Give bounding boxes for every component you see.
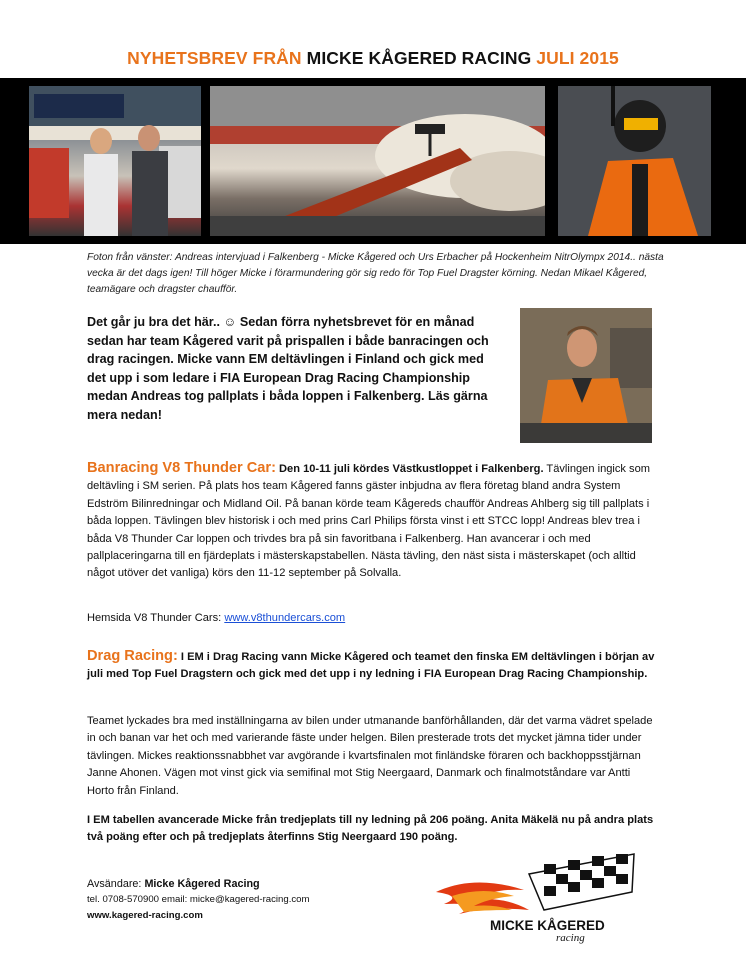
flame-icon (436, 882, 529, 914)
title-date: JULI 2015 (536, 48, 619, 68)
sender-label: Avsändare: (87, 878, 142, 890)
portrait-photo (520, 308, 652, 443)
title-prefix: NYHETSBREV FRÅN (127, 48, 302, 68)
banracing-heading: Banracing V8 Thunder Car: (87, 460, 276, 476)
banracing-section (87, 460, 659, 583)
dragster-photo (210, 86, 545, 236)
driver-photo (558, 86, 711, 236)
sender-block (87, 877, 310, 923)
v8thundercars-link[interactable]: www.v8thundercars.com (224, 612, 346, 624)
drag-racing-heading: Drag Racing: (87, 648, 178, 664)
drag-racing-section (87, 648, 659, 684)
standings-paragraph: I EM tabellen avancerade Micke från tredjeplats till ny ledning på 206 poäng. Anita Mäkelä nu på andra plats två poäng efter och på tredjeplats återfinns Stig Neergaard 190 poäng. (87, 814, 654, 844)
sender-website: www.kagered-racing.com (87, 909, 203, 921)
drag-racing-lead: I EM i Drag Racing vann Micke Kågered och teamet den finska EM deltävlingen i början av juli med Top Fuel Dragstern och gick med det upp i ny ledning i FIA European Drag Racing Championship. (87, 651, 655, 681)
drag-racing-paragraph: Teamet lyckades bra med inställningarna av bilen under utmanande banförhållanden, där det varma vädret spelade in och banan var het och med varierande fäste under helgen. Bilen presterade trots det mycket jämna tider under tävlingen. Mickes reaktionssnabbhet var avgörande i kvartsfinalen mot finländske föraren och backhoppsstjärnan Janne Ahonen. Vägen mot vinst gick via semifinal mot Stig Neergaard, Danmark och finalmotståndare var Antti Horto från Finland. (87, 715, 653, 797)
sender-contact: tel. 0708-570900 email: micke@kagered-racing.com (87, 894, 310, 906)
photo-caption: Foton från vänster: Andreas intervjuad i Falkenberg - Micke Kågered och Urs Erbacher på Hockenheim NitrOlympx 2014.. nästa vecka är det dags igen! Till höger Micke i förarmundering gör sig redo för Top Fuel Dragster körning. Nedan Mikael Kågered, teamägare och dragster chaufför. (87, 252, 664, 295)
banracing-lead: Den 10-11 juli kördes Västkustloppet i Falkenberg. (279, 463, 544, 475)
website-label: Hemsida V8 Thunder Cars: (87, 612, 222, 624)
sender-line (87, 877, 310, 892)
banracing-text: Tävlingen ingick som deltävling i SM serien. På plats hos team Kågered fanns gäster inbjudna av flera företag bland andra System Edström Bilinredningar och Midland Oil. På banan körde team Kågereds chaufför Andreas Ahlberg sig till pallplats i båda loppen. Tävlingen blev historisk i och med prins Carl Philips första vinst i ett STCC lopp! Andreas blev trea i båda V8 Thunder Car loppen och trivdes bra på sin favoritbana i Falkenberg. Han avancerar i och med pallplaceringarna till en fjärdeplats i mästerskapstabellen. Nästa tävling, den näst sista i mästerskapet (och alltid något utöver det vanliga) körs den 11-12 september på Solvalla. (87, 463, 651, 580)
website-line (87, 612, 345, 624)
newsletter-title (0, 48, 746, 69)
checkered-flag-icon (529, 854, 634, 910)
sender-name: Micke Kågered Racing (144, 878, 260, 890)
logo-text: MICKE KÅGERED (490, 918, 605, 933)
micke-kagered-racing-logo (434, 852, 639, 944)
interview-photo (29, 86, 201, 236)
photo-strip (0, 78, 746, 244)
logo-subtext: racing (556, 932, 585, 944)
title-brand: MICKE KÅGERED RACING (306, 48, 532, 68)
intro-paragraph: Det går ju bra det här.. ☺ Sedan förra nyhetsbrevet för en månad sedan har team Kågered varit på prispallen i både banracingen och drag racingen. Micke vann EM deltävlingen i Finland och gick med det upp i som ledare i FIA European Drag Racing Championship medan Andreas tog pallplats i båda loppen i Falkenberg. Läs gärna mera nedan! (87, 315, 489, 422)
